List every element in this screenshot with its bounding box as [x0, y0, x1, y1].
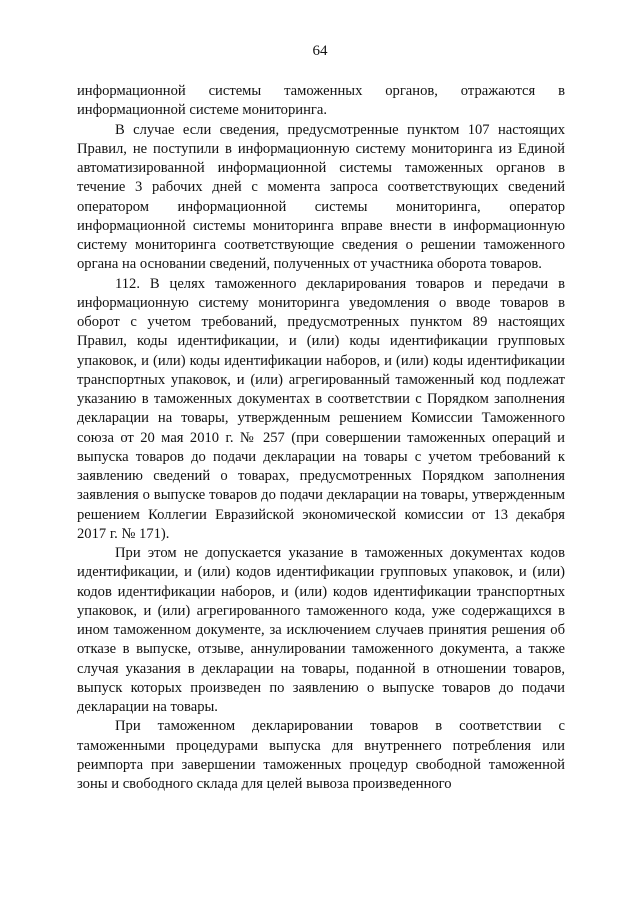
document-body: [77, 82, 565, 794]
paragraph: 112. В целях таможенного декларирования товаров и передачи в информационную систему мониторинга уведомления о вводе товаров в оборот с учетом требований, предусмотренных пунктом 89 настоящих Правил, коды идентификации, и (или) коды идентификации групповых упаковок, и (или) коды идентификации наборов, и (или) коды идентификации транспортных упаковок, и (или) агрегированный таможенный код подлежат указанию в таможенных документах в соответствии с Порядком заполнения декларации на товары, утвержденным решением Комиссии Таможенного союза от 20 мая 2010 г. № 257 (при совершении таможенных операций и выпуска товаров до подачи декларации на товары с учетом требований к заявлению сведений о товарах, предусмотренных Порядком заполнения заявления о выпуске товаров до подачи декларации на товары, утвержденным решением Коллегии Евразийской экономической комиссии от 13 декабря 2017 г. № 171).: [77, 275, 565, 542]
page-number: 64: [312, 43, 328, 59]
paragraph: информационной системы таможенных органов, отражаются в информационной системе мониторинга.: [77, 83, 565, 119]
paragraph: При этом не допускается указание в таможенных документах кодов идентификации, и (или) кодов идентификации групповых упаковок, и (или) кодов идентификации наборов, и (или) кодов идентификации транспортных упаковок, и (или) агрегированного таможенного кода, уже содержащихся в ином таможенном документе, за исключением случаев принятия решения об отказе в выпуске, отзыве, аннулировании таможенного документа, а также случая указания в декларации на товары, поданной в отношении товаров, выпуск которых произведен по заявлению о выпуске товаров до подачи декларации на товары.: [77, 545, 565, 715]
paragraph: В случае если сведения, предусмотренные пунктом 107 настоящих Правил, не поступили в информационную систему мониторинга из Единой автоматизированной информационной системы таможенных органов в течение 3 рабочих дней с момента запроса соответствующих сведений оператором информационной системы мониторинга, оператор информационной системы мониторинга вправе внести в информационную систему мониторинга соответствующие сведения о решении таможенного органа на основании сведений, полученных от участника оборота товаров.: [77, 121, 565, 273]
paragraph: При таможенном декларировании товаров в соответствии с таможенными процедурами выпуска для внутреннего потребления или реимпорта при завершении таможенных процедур свободной таможенной зоны и свободного склада для целей вывоза произведенного: [77, 718, 565, 792]
